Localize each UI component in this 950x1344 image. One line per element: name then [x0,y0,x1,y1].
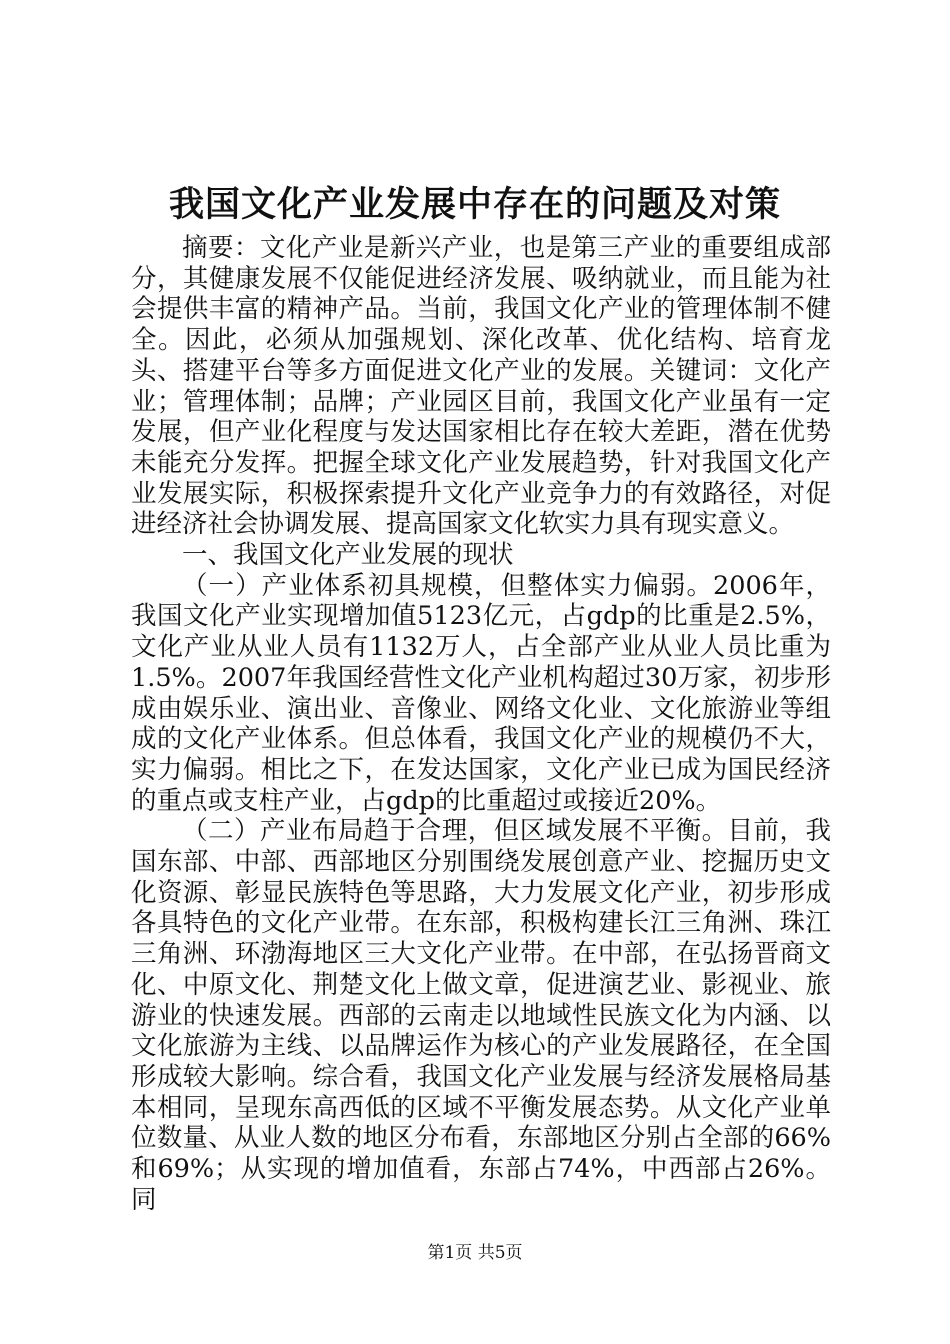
abstract-paragraph: 摘要：文化产业是新兴产业，也是第三产业的重要组成部分，其健康发展不仅能促进经济发展、吸纳就业，而且能为社会提供丰富的精神产品。当前，我国文化产业的管理体制不健全。因此，必须从加强规划、深化改革、优化结构、培育龙头、搭建平台等多方面促进文化产业的发展。关键词：文化产业；管理体制；品牌；产业园区目前，我国文化产业虽有一定发展，但产业化程度与发达国家相比存在较大差距，潜在优势未能充分发挥。把握全球文化产业发展趋势，针对我国文化产业发展实际，积极探索提升文化产业竞争力的有效路径，对促进经济社会协调发展、提高国家文化软实力具有现实意义。 [131,233,831,540]
document-title: 我国文化产业发展中存在的问题及对策 [168,184,781,225]
body-paragraph: （一）产业体系初具规模，但整体实力偏弱。2006年，我国文化产业实现增加值5123亿元，占gdp的比重是2.5%，文化产业从业人员有1132万人，占全部产业从业人员比重为1.5%。2007年我国经营性文化产业机构超过30万家，初步形成由娱乐业、演出业、音像业、网络文化业、文化旅游业等组成的文化产业体系。但总体看，我国文化产业的规模仍不大，实力偏弱。相比之下，在发达国家，文化产业已成为国民经济的重点或支柱产业，占gdp的比重超过或接近20%。 [131,570,831,816]
section-heading: 一、我国文化产业发展的现状 [182,540,514,571]
page-number-footer: 第1页 共5页 [427,1243,523,1263]
document-body [131,233,831,1216]
body-paragraph: （二）产业布局趋于合理，但区域发展不平衡。目前，我国东部、中部、西部地区分别围绕发展创意产业、挖掘历史文化资源、彰显民族特色等思路，大力发展文化产业，初步形成各具特色的文化产业带。在东部，积极构建长江三角洲、珠江三角洲、环渤海地区三大文化产业带。在中部，在弘扬晋商文化、中原文化、荆楚文化上做文章，促进演艺业、影视业、旅游业的快速发展。西部的云南走以地域性民族文化为内涵、以文化旅游为主线、以品牌运作为核心的产业发展路径，在全国形成较大影响。综合看，我国文化产业发展与经济发展格局基本相同，呈现东高西低的区域不平衡发展态势。从文化产业单位数量、从业人数的地区分布看，东部地区分别占全部的66%和69%；从实现的增加值看，东部占74%，中西部占26%。同 [131,816,831,1215]
